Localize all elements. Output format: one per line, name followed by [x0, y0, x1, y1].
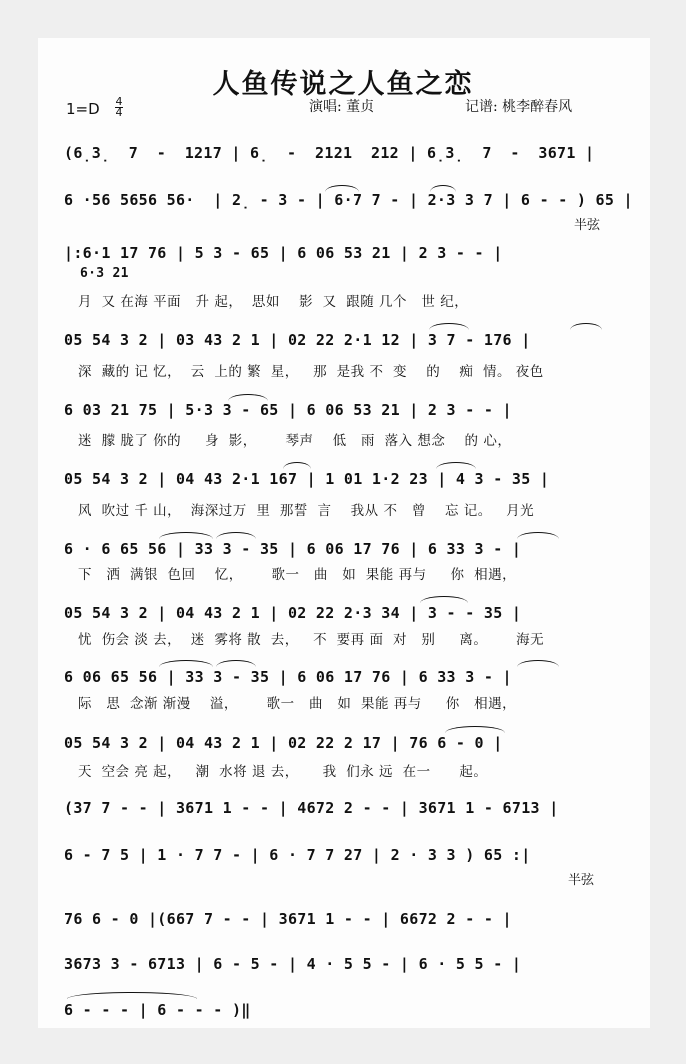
- notation-row-6: 05 54 3 2 | 04 43 2·1 167 | 1 01 1·2 23 | 4 3 - 35 |: [64, 470, 550, 488]
- notation-row-15: 6 - - - | 6 - - - )‖: [64, 1001, 251, 1019]
- slur-mark: [570, 323, 602, 330]
- song-title: 人鱼传说之人鱼之恋: [212, 69, 474, 100]
- notation-row-2: 6 ·56 5656 56· | 2̣ - 3 - | 6·7 7 - | 2·3 3 7 | 6 - - ) 65 |: [64, 191, 633, 209]
- time-signature-bottom: 4: [115, 106, 123, 119]
- notation-row-3-alt: 6·3 21: [80, 266, 129, 281]
- notation-row-9: 6 06 65 56 | 33 3 - 35 | 6 06 17 76 | 6 33 3 - |: [64, 668, 512, 686]
- notation-row-11: (37 7 - - | 3671 1 - - | 4672 2 - - | 3671 1 - 6713 |: [64, 799, 559, 817]
- notation-row-3: |:6·1 17 76 | 5 3 - 65 | 6 06 53 21 | 2 3 - - |: [64, 244, 503, 262]
- lyric-row-6: 风 吹过 千 山， 海深过万 里 那誓 言 我从 不 曾 忘 记。 月光: [78, 503, 535, 519]
- arranger-credit: 记谱: 桃李醉春风: [465, 99, 573, 115]
- time-signature-top: 4: [115, 95, 123, 108]
- key-signature: 1=D: [66, 100, 100, 118]
- time-signature: [115, 97, 123, 118]
- notation-row-13: 76 6 - 0 |(667 7 - - | 3671 1 - - | 6672 2 - - |: [64, 910, 512, 928]
- notation-row-10: 05 54 3 2 | 04 43 2 1 | 02 22 2 17 | 76 6 - 0 |: [64, 734, 503, 752]
- notation-row-1: (6̣3̣ 7 - 1217 | 6̣ - 2121 212 | 6̣3̣ 7 - 3671 |: [64, 144, 595, 162]
- slur-mark: [159, 532, 213, 539]
- slur-mark: [517, 532, 559, 539]
- tie-mark: [67, 992, 197, 999]
- notation-row-7: 6 · 6 65 56 | 33 3 - 35 | 6 06 17 76 | 6 33 3 - |: [64, 540, 522, 558]
- slur-mark: [429, 323, 469, 330]
- slur-mark: [216, 532, 256, 539]
- slur-mark: [445, 726, 505, 733]
- slur-mark: [325, 185, 359, 192]
- slur-mark: [517, 660, 559, 667]
- slur-mark: [159, 660, 213, 667]
- slur-mark: [283, 462, 311, 469]
- notation-row-14: 3673 3 - 6713 | 6 - 5 - | 4 · 5 5 - | 6 · 5 5 - |: [64, 955, 522, 973]
- slur-mark: [216, 660, 256, 667]
- lyric-row-9: 际 思 念渐 渐漫 溢， 歌一 曲 如 果能 再与 你 相遇，: [78, 696, 517, 712]
- lyric-row-7: 下 洒 满银 色回 忆， 歌一 曲 如 果能 再与 你 相遇，: [78, 567, 517, 583]
- notation-row-12: 6 - 7 5 | 1 · 7 7 - | 6 · 7 7 27 | 2 · 3 3 ) 65 :|: [64, 846, 531, 864]
- notation-row-5: 6 03 21 75 | 5·3 3 - 65 | 6 06 53 21 | 2 3 - - |: [64, 401, 512, 419]
- singer-credit: 演唱: 董贞: [309, 99, 375, 115]
- slur-mark: [430, 185, 456, 192]
- lyric-row-10: 天 空会 亮 起， 潮 水将 退 去， 我 们永 远 在一 起。: [78, 764, 488, 780]
- lyric-row-3: 月 又 在海 平面 升 起， 思如 影 又 跟随 几个 世 纪，: [78, 294, 469, 310]
- notation-row-8: 05 54 3 2 | 04 43 2 1 | 02 22 2·3 34 | 3 - - 35 |: [64, 604, 522, 622]
- slur-mark: [436, 462, 476, 469]
- lyric-row-4: 深 藏的 记 忆， 云 上的 繁 星， 那 是我 不 变 的 痴 情。 夜色: [78, 364, 544, 380]
- slur-mark: [228, 394, 268, 401]
- slur-mark: [420, 596, 468, 603]
- lyric-row-8: 忧 伤会 淡 去， 迷 雾将 散 去， 不 要再 面 对 别 离。 海无: [78, 632, 545, 648]
- half-string-note-1: 半弦: [574, 218, 601, 233]
- lyric-row-5: 迷 朦 胧了 你的 身 影， 琴声 低 雨 落入 想念 的 心，: [78, 433, 512, 449]
- half-string-note-2: 半弦: [568, 873, 595, 888]
- notation-row-4: 05 54 3 2 | 03 43 2 1 | 02 22 2·1 12 | 3 7 - 176 |: [64, 331, 531, 349]
